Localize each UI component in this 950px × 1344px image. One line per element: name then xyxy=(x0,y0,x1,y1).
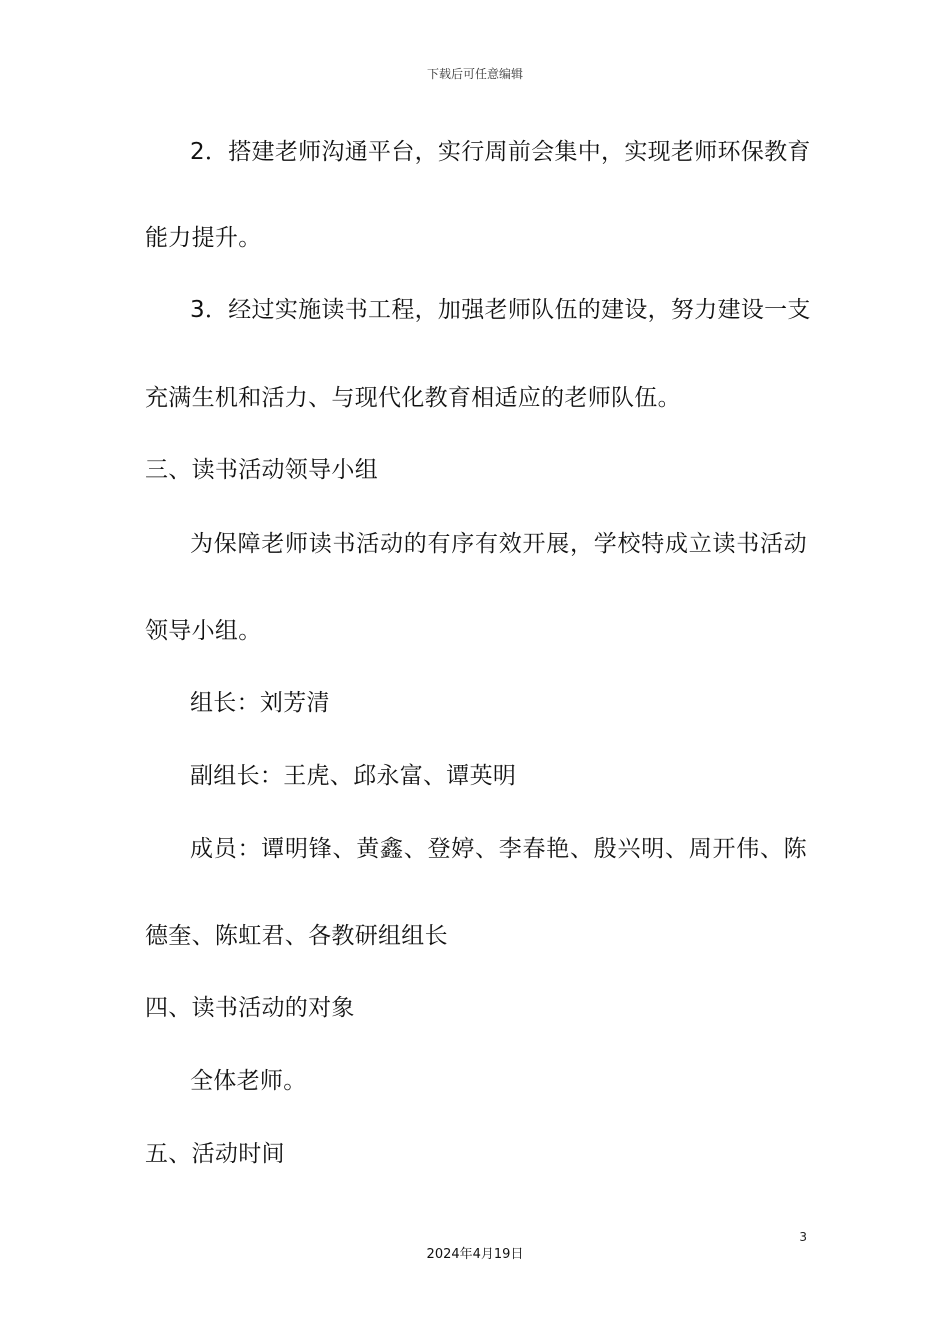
paragraph-line: 2．搭建老师沟通平台，实行周前会集中，实现老师环保教育 xyxy=(190,139,811,165)
section-heading: 四、读书活动的对象 xyxy=(145,995,355,1021)
section-heading: 三、读书活动领导小组 xyxy=(145,457,378,483)
paragraph-line: 全体老师。 xyxy=(190,1068,307,1094)
paragraph-line: 3．经过实施读书工程，加强老师队伍的建设，努力建设一支 xyxy=(190,297,811,323)
paragraph-line: 领导小组。 xyxy=(145,618,262,644)
page-number: 3 xyxy=(799,1230,807,1244)
members-line: 成员：谭明锋、黄鑫、登婷、李春艳、殷兴明、周开伟、陈 xyxy=(190,836,807,862)
group-leader-line: 组长：刘芳清 xyxy=(190,690,330,716)
paragraph-line: 充满生机和活力、与现代化教育相适应的老师队伍。 xyxy=(145,385,681,411)
deputy-leader-line: 副组长：王虎、邱永富、谭英明 xyxy=(190,763,517,789)
paragraph-line: 能力提升。 xyxy=(145,225,262,251)
footer-date: 2024年4月19日 xyxy=(426,1247,524,1262)
members-line-continued: 德奎、陈虹君、各教研组组长 xyxy=(145,923,448,949)
paragraph-line: 为保障老师读书活动的有序有效开展，学校特成立读书活动 xyxy=(190,531,807,557)
section-heading: 五、活动时间 xyxy=(145,1141,285,1167)
page-header: 下载后可任意编辑 xyxy=(426,67,523,81)
